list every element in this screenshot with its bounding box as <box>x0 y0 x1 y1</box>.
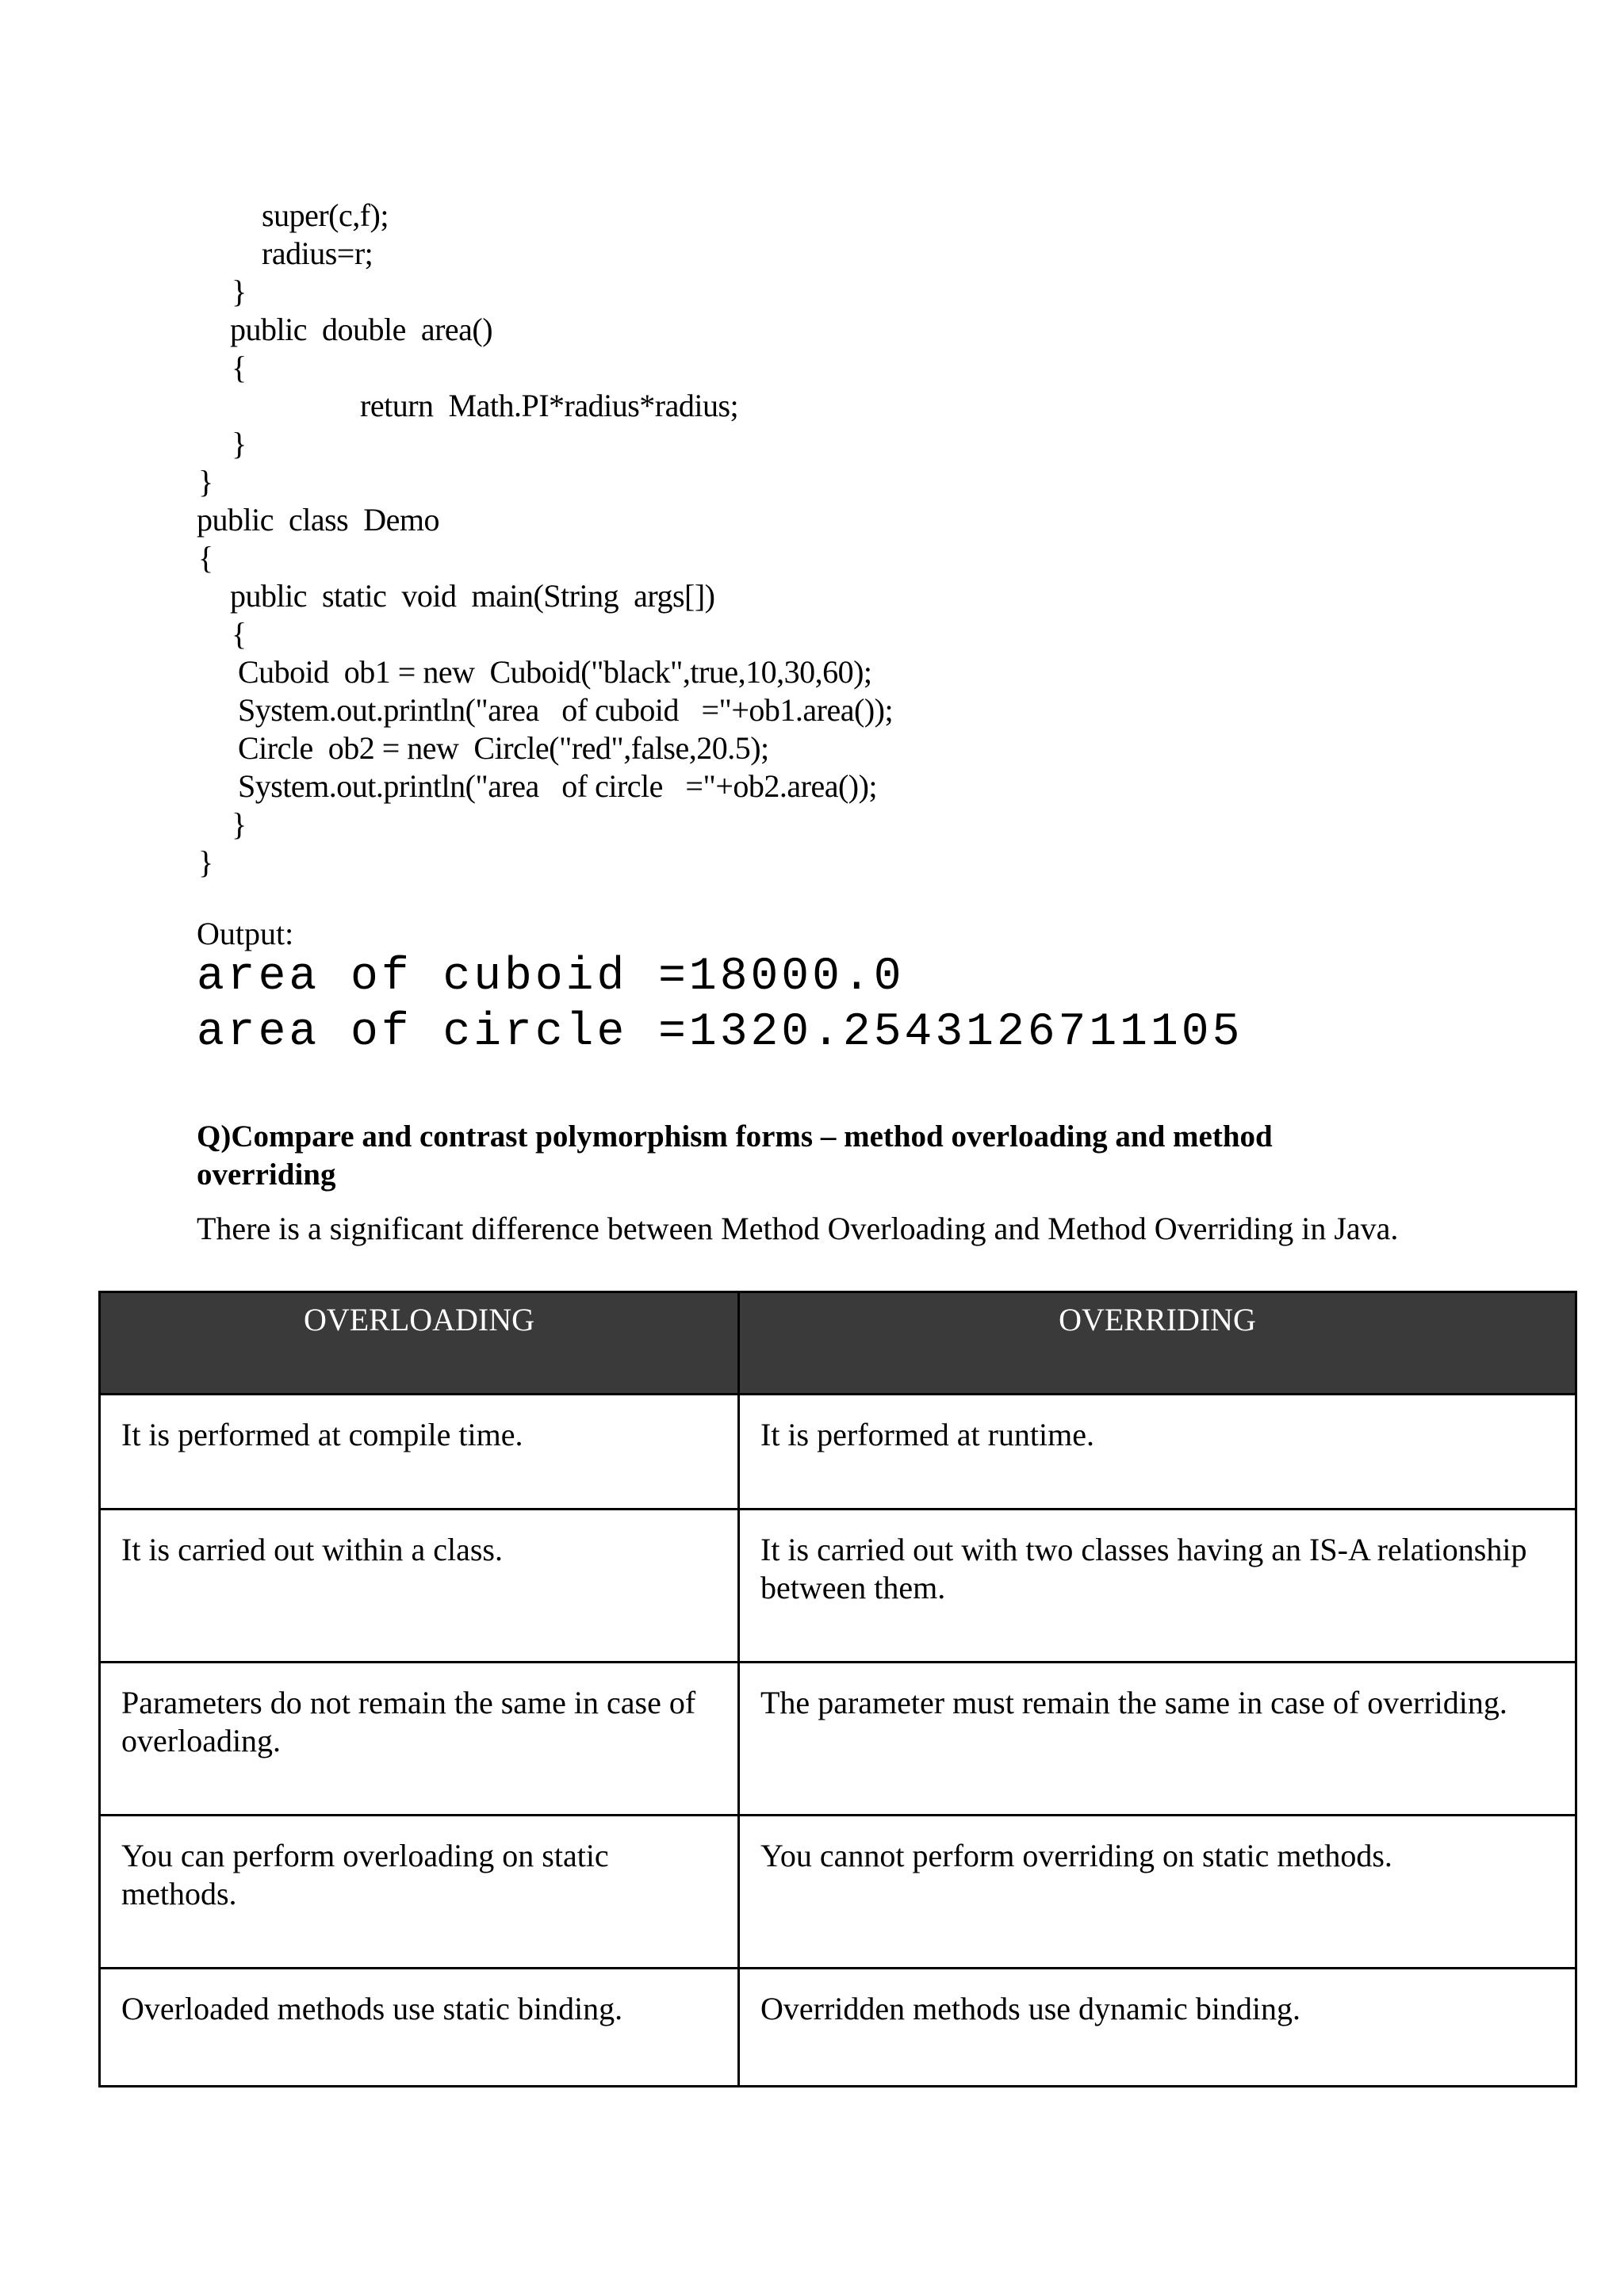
table-header-row <box>100 1292 1576 1395</box>
table-row <box>100 1663 1576 1816</box>
code-line: } <box>198 844 213 880</box>
code-line: public class Demo <box>197 502 439 538</box>
overriding-cell: You cannot perform overriding on static methods. <box>739 1816 1576 1969</box>
comparison-table <box>98 1291 1577 2087</box>
overriding-cell: It is performed at runtime. <box>739 1395 1576 1510</box>
overloading-cell: Parameters do not remain the same in case of overloading. <box>100 1663 739 1816</box>
code-line: Cuboid ob1 = new Cuboid("black",true,10,30,60); <box>238 654 872 690</box>
code-line: } <box>232 806 247 842</box>
code-line: public double area() <box>230 312 493 347</box>
header-overloading: OVERLOADING <box>100 1292 739 1395</box>
overloading-cell: It is performed at compile time. <box>100 1395 739 1510</box>
question-heading: Q)Compare and contrast polymorphism forms – method overloading and method overriding <box>197 1119 1273 1192</box>
intro-paragraph: There is a significant difference between Method Overloading and Method Overriding in Java. <box>197 1211 1399 1246</box>
code-line: } <box>198 464 213 499</box>
table-row <box>100 1510 1576 1663</box>
overloading-cell: It is carried out within a class. <box>100 1510 739 1663</box>
header-overriding: OVERRIDING <box>739 1292 1576 1395</box>
overriding-cell: It is carried out with two classes having an IS-A relationship between them. <box>739 1510 1576 1663</box>
code-line: super(c,f); <box>262 197 389 233</box>
overriding-cell: Overridden methods use dynamic binding. <box>739 1969 1576 2087</box>
table-row <box>100 1395 1576 1510</box>
overloading-cell: Overloaded methods use static binding. <box>100 1969 739 2087</box>
output-line: area of cuboid =18000.0 <box>197 951 905 1003</box>
code-line: { <box>232 616 247 652</box>
code-line: public static void main(String args[]) <box>230 578 715 614</box>
output-label: Output: <box>197 916 294 951</box>
code-line: return Math.PI*radius*radius; <box>360 388 739 423</box>
table-row <box>100 1816 1576 1969</box>
output-line: area of circle =1320.2543126711105 <box>197 1007 1243 1058</box>
table-row <box>100 1969 1576 2087</box>
code-line: } <box>232 426 247 461</box>
code-line: radius=r; <box>262 235 373 271</box>
code-line: { <box>198 540 213 576</box>
code-line: System.out.println("area of cuboid ="+ob1.area()); <box>238 692 894 728</box>
code-line: System.out.println("area of circle ="+ob2.area()); <box>238 768 878 804</box>
code-line: Circle ob2 = new Circle("red",false,20.5); <box>238 730 769 766</box>
overloading-cell: You can perform overloading on static methods. <box>100 1816 739 1969</box>
overriding-cell: The parameter must remain the same in case of overriding. <box>739 1663 1576 1816</box>
code-line: } <box>232 274 247 309</box>
code-line: { <box>232 350 247 385</box>
